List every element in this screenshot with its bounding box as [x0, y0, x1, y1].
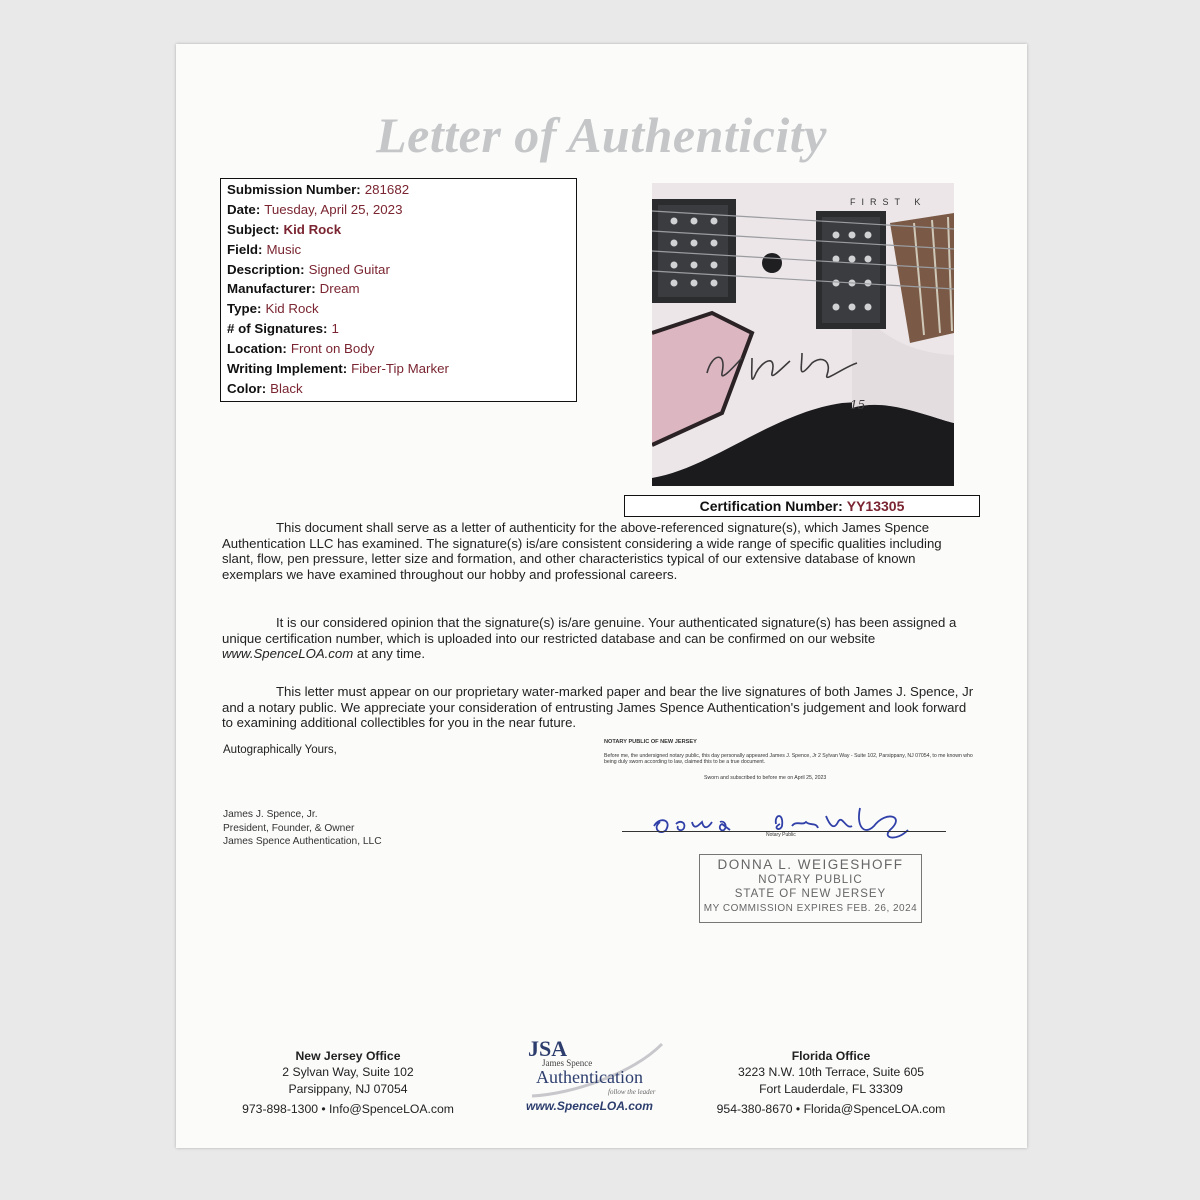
jsa-logo: [512, 1034, 690, 1120]
fl-office-name: Florida Office: [791, 1049, 871, 1063]
detail-row-type: [227, 301, 319, 316]
guitar-photo: [652, 183, 954, 486]
detail-value: Black: [270, 381, 303, 396]
detail-label: Description:: [227, 262, 305, 277]
fl-office-line2: Fort Lauderdale, FL 33309: [759, 1081, 903, 1096]
detail-row-manufacturer: [227, 281, 360, 296]
signature-year: 15: [850, 398, 866, 412]
detail-value: Kid Rock: [283, 222, 342, 237]
website-link[interactable]: www.SpenceLOA.com: [222, 646, 354, 662]
detail-row-subject: [227, 222, 341, 237]
stamp-name: DONNA L. WEIGESHOFF: [717, 857, 904, 872]
detail-row-date: [227, 202, 402, 217]
detail-row-submission: [227, 182, 409, 197]
closing-line: Autographically Yours,: [223, 744, 337, 756]
detail-row-description: [227, 262, 390, 277]
nj-office: [238, 1048, 458, 1117]
detail-row-writing-implement: [227, 361, 449, 376]
detail-value: 1: [331, 321, 339, 336]
stamp-line-2: STATE OF NEW JERSEY: [734, 888, 887, 900]
headstock-text: FIRST K: [850, 197, 927, 207]
letter-page: [176, 44, 1027, 1148]
stamp-line-1: NOTARY PUBLIC: [758, 873, 863, 886]
paragraph-2: [222, 615, 974, 662]
detail-row-signatures: [227, 321, 339, 336]
detail-label: Type:: [227, 301, 262, 316]
notary-heading: NOTARY PUBLIC OF NEW JERSEY: [604, 739, 697, 745]
notary-text-block: [604, 739, 984, 781]
detail-row-color: [227, 381, 303, 396]
detail-value: Music: [266, 242, 302, 257]
detail-value: Tuesday, April 25, 2023: [264, 202, 403, 217]
fl-office-contact: 954-380-8670 • Florida@SpenceLOA.com: [716, 1101, 946, 1116]
signer-title: President, Founder, & Owner: [223, 822, 355, 834]
detail-label: # of Signatures:: [227, 321, 328, 336]
notary-stamp: [699, 854, 922, 923]
page-title: Letter of Authenticity: [376, 107, 827, 163]
detail-row-location: [227, 341, 374, 356]
signer-block: [223, 808, 382, 849]
nj-office-contact: 973-898-1300 • Info@SpenceLOA.com: [242, 1101, 454, 1116]
paragraph-1-text: This document shall serve as a letter of authenticity for the above-referenced signature(s), which James Spence Authentication LLC has examined. The signature(s) is/are consistent considering a wide range of specific qualities including slant, flow, pen pressure, letter size and formation, and other characteristics typical of our extensive database of known exemplars we have examined throughout our hobby and professional careers.: [222, 520, 942, 582]
paragraph-3-text: This letter must appear on our proprietary water-marked paper and bear the live signatures of both James J. Spence, Jr and a notary public. We appreciate your consideration of entrusting James Spence Authentication's judgement and look forward to examining additional collectibles for you in the near future.: [222, 684, 974, 731]
fl-office-line1: 3223 N.W. 10th Terrace, Suite 605: [737, 1065, 925, 1080]
nj-office-name: New Jersey Office: [295, 1049, 401, 1063]
detail-label: Field:: [227, 242, 263, 257]
detail-label: Color:: [227, 381, 267, 396]
nj-office-line2: Parsippany, NJ 07054: [288, 1081, 408, 1096]
notary-line-label: Notary Public: [766, 832, 796, 838]
notary-statement: Before me, the undersigned notary public, this day personally appeared James J. Spence, Jr 2 Sylvan Way - Suite 102, Parsippany, NJ 07054, to me known who being duly sworn according to law, claimed this to be a true document.: [604, 752, 973, 765]
detail-value: 281682: [364, 182, 410, 197]
logo-line2: Authentication: [536, 1067, 643, 1087]
nj-office-line1: 2 Sylvan Way, Suite 102: [282, 1065, 414, 1080]
detail-value: Front on Body: [290, 341, 375, 356]
detail-label: Submission Number:: [227, 182, 361, 197]
detail-label: Location:: [227, 341, 287, 356]
detail-value: Kid Rock: [265, 301, 319, 316]
signer-name: James J. Spence, Jr.: [223, 809, 318, 820]
detail-label: Manufacturer:: [227, 281, 316, 296]
paragraph-2-end: at any time.: [353, 646, 426, 662]
paragraph-3: [222, 684, 974, 731]
paragraph-2-text: It is our considered opinion that the signature(s) is/are genuine. Your authenticated signature(s) has been assigned a unique certification number, which is uploaded into our restricted database and can be confirmed on our website: [222, 615, 957, 646]
certification-label: Certification Number:: [699, 498, 843, 514]
detail-row-field: [227, 242, 301, 257]
logo-url[interactable]: www.SpenceLOA.com: [526, 1099, 653, 1113]
certification-value: YY13305: [846, 498, 905, 514]
detail-label: Writing Implement:: [227, 361, 348, 376]
detail-value: Signed Guitar: [308, 262, 390, 277]
logo-line1: James Spence: [542, 1058, 593, 1068]
certification-number-box: [624, 495, 980, 517]
detail-label: Date:: [227, 202, 261, 217]
detail-label: Subject:: [227, 222, 280, 237]
logo-tagline: follow the leader: [608, 1088, 656, 1096]
details-box: [220, 178, 577, 402]
paragraph-1: [222, 520, 974, 582]
signer-company: James Spence Authentication, LLC: [223, 836, 382, 847]
logo-jsa: JSA: [528, 1036, 568, 1061]
detail-value: Dream: [319, 281, 360, 296]
stamp-line-3: MY COMMISSION EXPIRES FEB. 26, 2024: [703, 902, 918, 914]
fl-office: [706, 1048, 956, 1117]
notary-signature: [646, 786, 946, 846]
detail-value: Fiber-Tip Marker: [351, 361, 449, 376]
notary-sworn: Sworn and subscribed to before me on April 25, 2023: [704, 774, 827, 781]
